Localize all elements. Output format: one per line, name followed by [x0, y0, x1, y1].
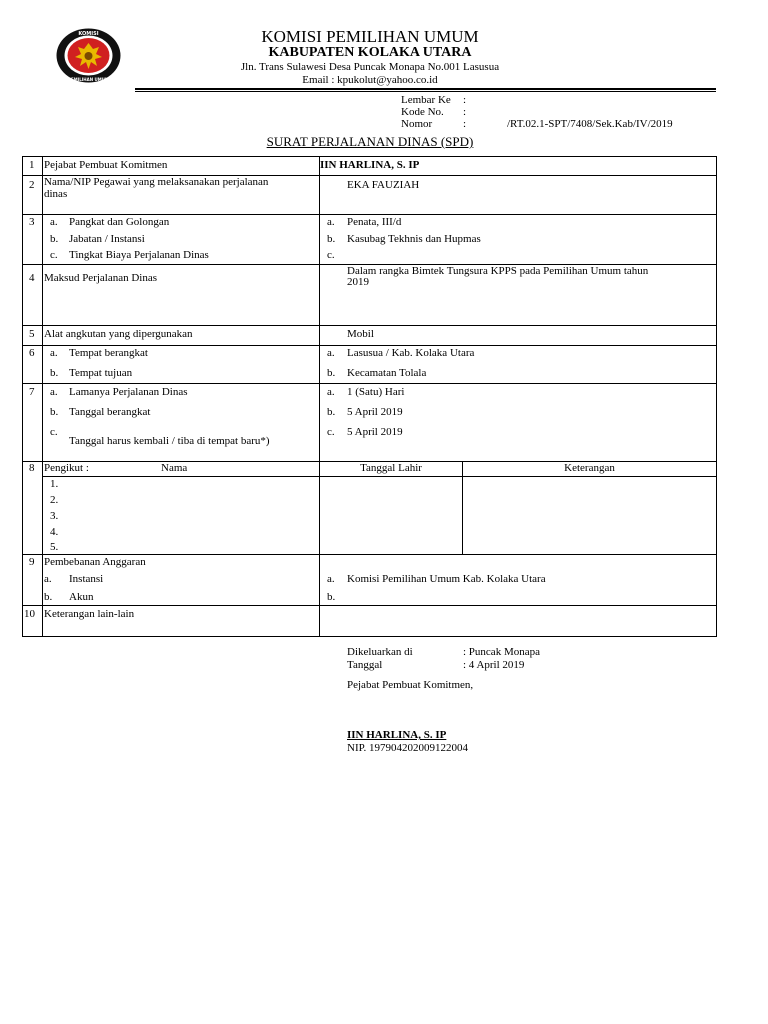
row4-no: 4: [29, 272, 35, 284]
row3-no: 3: [29, 216, 35, 228]
row2-no: 2: [29, 179, 35, 191]
row9-no: 9: [29, 556, 35, 568]
row4-label: Maksud Perjalanan Dinas: [44, 272, 158, 284]
header-rule-thin: [135, 91, 716, 92]
issued-value: : Puncak Monapa: [463, 646, 540, 658]
row7-marker-b: b.: [50, 406, 59, 418]
row3-value-b: Kasubag Tekhnis dan Hupmas: [347, 233, 481, 245]
row7-label-b: Tanggal berangkat: [69, 406, 151, 418]
row7-value-a: 1 (Satu) Hari: [347, 386, 405, 398]
row7-vmarker-c: c.: [327, 426, 335, 438]
row5-label: Alat angkutan yang dipergunakan: [44, 328, 193, 340]
issued-label: Dikeluarkan di: [347, 646, 413, 658]
org-email: Email : kpukolut@yahoo.co.id: [302, 74, 438, 86]
date-label: Tanggal: [347, 659, 383, 671]
lembar-colon: :: [463, 94, 467, 106]
signer-name: IIN HARLINA, S. IP: [347, 729, 447, 741]
nomor-colon: :: [463, 118, 467, 130]
row6-marker-a: a.: [50, 347, 58, 359]
row3-vmarker-a: a.: [327, 216, 335, 228]
row6-value-a: Lasusua / Kab. Kolaka Utara: [347, 347, 475, 359]
row3-vmarker-c: c.: [327, 249, 335, 261]
row3-label-c: Tingkat Biaya Perjalanan Dinas: [69, 249, 209, 261]
org-subtitle: KABUPATEN KOLAKA UTARA: [268, 45, 472, 60]
doc-title: SURAT PERJALANAN DINAS (SPD): [266, 134, 474, 149]
row2-value: EKA FAUZIAH: [347, 179, 420, 191]
row3-label-b: Jabatan / Instansi: [69, 233, 145, 245]
row4-value-line2: 2019: [347, 276, 369, 288]
logo-text-top: KOMISI: [78, 31, 99, 37]
lembar-label: Lembar Ke: [401, 94, 451, 106]
logo-text-bottom: PEMILIHAN UMUM: [68, 77, 109, 82]
row1-no: 1: [29, 159, 35, 171]
row9-marker-a: a.: [44, 573, 52, 585]
row4-value-line1: Dalam rangka Bimtek Tungsura KPPS pada Pemilihan Umum tahun: [347, 265, 649, 277]
row1-label: Pejabat Pembuat Komitmen: [44, 159, 168, 171]
row2-label-line2: dinas: [44, 188, 68, 200]
row8-item-3: 3.: [50, 510, 59, 522]
nomor-label: Nomor: [401, 118, 433, 130]
row2-label-line1: Nama/NIP Pegawai yang melaksanakan perjalanan: [44, 176, 269, 188]
row6-label-b: Tempat tujuan: [69, 367, 133, 379]
row3-marker-b: b.: [50, 233, 59, 245]
row8-item-5: 5.: [50, 541, 59, 553]
row8-col-tgl: Tanggal Lahir: [360, 462, 422, 474]
row10-no: 10: [24, 608, 35, 620]
row5-value: Mobil: [347, 328, 374, 340]
row8-item-2: 2.: [50, 494, 59, 506]
row7-no: 7: [29, 386, 35, 398]
row3-label-a: Pangkat dan Golongan: [69, 216, 170, 228]
row7-value-c: 5 April 2019: [347, 426, 403, 438]
signer-nip: NIP. 197904202009122004: [347, 742, 469, 754]
row6-vmarker-a: a.: [327, 347, 335, 359]
nomor-value: /RT.02.1-SPT/7408/Sek.Kab/IV/2019: [507, 118, 673, 130]
kode-label: Kode No.: [401, 106, 444, 118]
row6-no: 6: [29, 347, 35, 359]
row5-no: 5: [29, 328, 35, 340]
row8-col-nama: Nama: [161, 462, 188, 474]
row9-vmarker-b: b.: [327, 591, 336, 603]
kpu-logo: [55, 27, 122, 84]
org-title: KOMISI PEMILIHAN UMUM: [261, 27, 479, 46]
row7-vmarker-b: b.: [327, 406, 336, 418]
row6-vmarker-b: b.: [327, 367, 336, 379]
row7-vmarker-a: a.: [327, 386, 335, 398]
row9-label-a: Instansi: [69, 573, 104, 585]
row7-marker-c: c.: [50, 426, 58, 438]
row1-value: IIN HARLINA, S. IP: [320, 159, 420, 171]
row9-vmarker-a: a.: [327, 573, 335, 585]
row3-marker-a: a.: [50, 216, 58, 228]
row9-label: Pembebanan Anggaran: [44, 556, 146, 568]
row8-item-1: 1.: [50, 478, 59, 490]
signer-role: Pejabat Pembuat Komitmen,: [347, 679, 474, 691]
row9-label-b: Akun: [69, 591, 94, 603]
row7-label-a: Lamanya Perjalanan Dinas: [69, 386, 188, 398]
row6-value-b: Kecamatan Tolala: [347, 367, 427, 379]
row8-no: 8: [29, 462, 35, 474]
row3-vmarker-b: b.: [327, 233, 336, 245]
row10-label: Keterangan lain-lain: [44, 608, 135, 620]
row7-label-c: Tanggal harus kembali / tiba di tempat baru*): [69, 435, 270, 447]
org-address: Jln. Trans Sulawesi Desa Puncak Monapa No.001 Lasusua: [240, 61, 500, 73]
row9-value-a: Komisi Pemilihan Umum Kab. Kolaka Utara: [347, 573, 546, 585]
row7-marker-a: a.: [50, 386, 58, 398]
row3-marker-c: c.: [50, 249, 58, 261]
header-rule-thick: [135, 88, 716, 90]
row8-label: Pengikut :: [44, 462, 89, 474]
row8-col-ket: Keterangan: [564, 462, 615, 474]
row6-marker-b: b.: [50, 367, 59, 379]
row6-label-a: Tempat berangkat: [69, 347, 148, 359]
date-value: : 4 April 2019: [463, 659, 525, 671]
row8-item-4: 4.: [50, 526, 59, 538]
kode-colon: :: [463, 106, 467, 118]
row3-value-a: Penata, III/d: [347, 216, 402, 228]
row9-marker-b: b.: [44, 591, 53, 603]
row7-value-b: 5 April 2019: [347, 406, 403, 418]
